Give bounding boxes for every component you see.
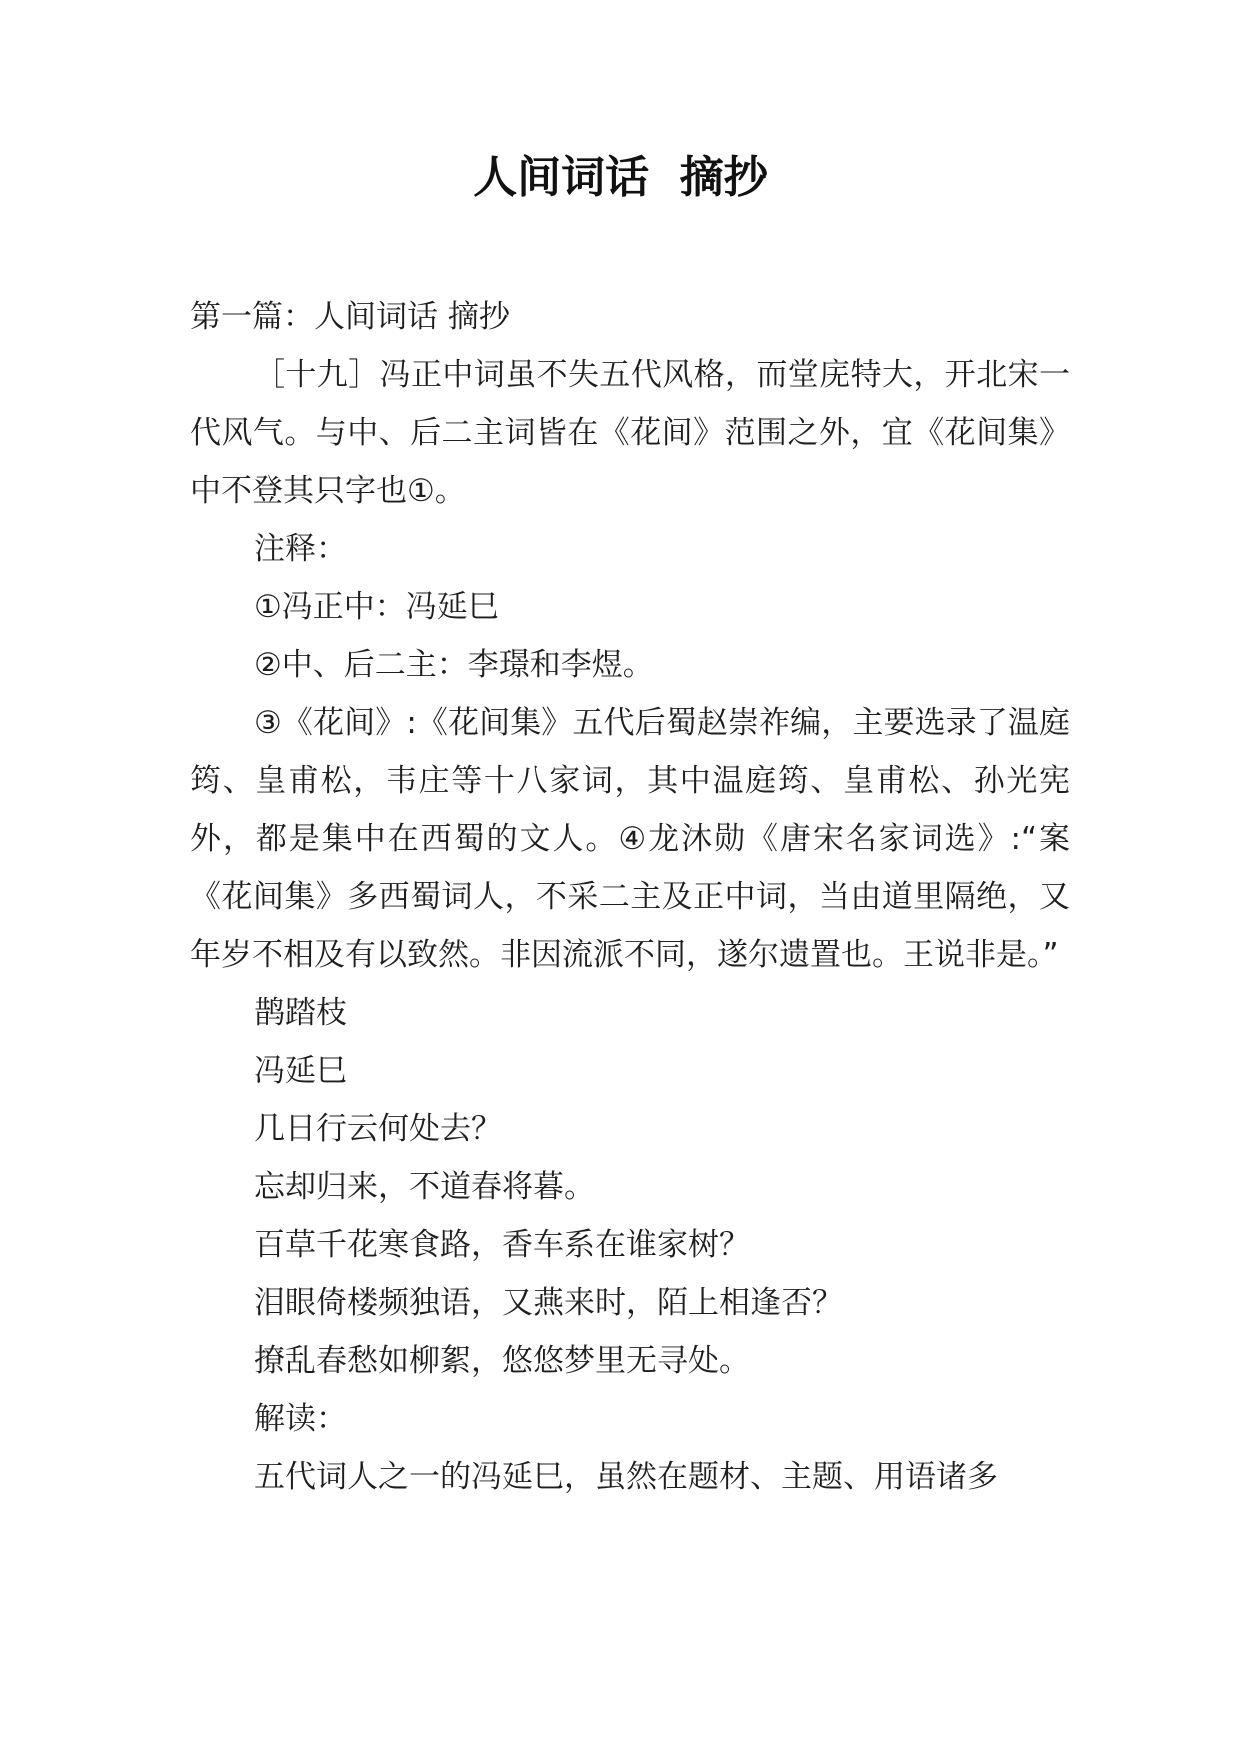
poem-line: 撩乱春愁如柳絮，悠悠梦里无寻处。 [254, 1343, 750, 1379]
note-three-four: ③《花间》:《花间集》五代后蜀赵崇祚编，主要选录了温庭筠、皇甫松，韦庄等十八家词，其中温庭筠、皇甫松、孙光宪外，都是集中在西蜀的文人。④龙沐勋《唐宋名家词选》:“案《花间集》多西蜀词人，不采二主及正中词，当由道里隔绝，又年岁不相及有以致然。非因流派不同，遂尔遗置也。王说非是。” [190, 705, 1070, 973]
poem-line: 几日行云何处去？ [254, 1111, 502, 1147]
poem-line: 忘却归来，不道春将暮。 [254, 1169, 595, 1205]
poem-line: 泪眼倚楼频独语，又燕来时，陌上相逢否？ [254, 1285, 843, 1321]
notes-label: 注释： [254, 531, 347, 567]
section-heading: 第一篇：人间词话 摘抄 [190, 299, 510, 335]
paragraph-nineteen: ［十九］冯正中词虽不失五代风格，而堂庑特大，开北宋一代风气。与中、后二主词皆在《花间》范围之外，宜《花间集》中不登其只字也①。 [190, 357, 1070, 509]
document-body [190, 288, 1070, 1506]
poem-author: 冯延巳 [254, 1053, 347, 1089]
note-two: ②中、后二主：李璟和李煜。 [254, 647, 654, 683]
interpretation-text: 五代词人之一的冯延巳，虽然在题材、主题、用语诸多 [254, 1459, 998, 1495]
note-one: ①冯正中：冯延巳 [254, 589, 499, 625]
poem-title: 鹊踏枝 [254, 995, 347, 1031]
document-title: 人间词话 摘抄 [473, 152, 768, 203]
poem-line: 百草千花寒食路，香车系在谁家树？ [254, 1227, 750, 1263]
interpretation-label: 解读： [254, 1401, 347, 1437]
